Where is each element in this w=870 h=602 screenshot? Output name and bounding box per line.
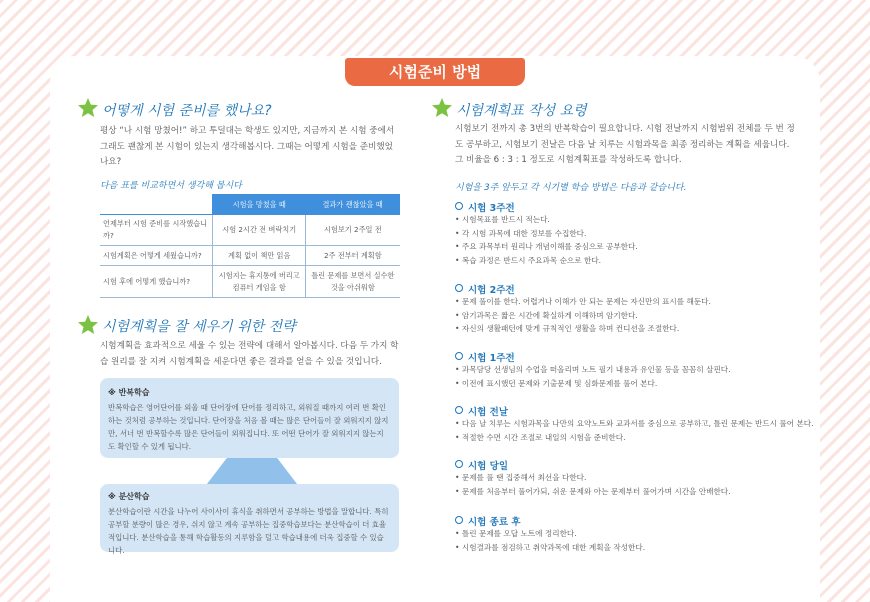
- table-row: [100, 215, 400, 246]
- circle-bullet-icon: [455, 284, 463, 292]
- table-cell: 시험지는 휴지통에 버리고 컴퓨터 게임을 함: [213, 266, 306, 298]
- star-icon: [76, 313, 100, 337]
- period-title-exam-day: 시험 당일: [455, 458, 508, 472]
- list-item: • 시험결과를 점검하고 취약과목에 대한 계획을 작성한다.: [455, 541, 645, 555]
- box-text: 반복학습은 영어단어를 외울 때 단어장에 단어를 정리하고, 외워질 때까지 여러 번 확인하는 것처럼 공부하는 것입니다. 단어장을 처음 볼 때는 많은 단어들이 잘 외워지지 않지만, 서너 번 반복할수록 많은 단어들이 외워집니다. 또 어떤 단어가 잘 외워지지 않는지도 확인할 수 있게 됩니다.: [108, 403, 389, 451]
- circle-bullet-icon: [455, 460, 463, 468]
- table-cell: 계획 없이 책만 읽음: [213, 246, 306, 266]
- circle-bullet-icon: [455, 516, 463, 524]
- page-title: 시험준비 방법: [345, 58, 525, 86]
- list-item: • 암기과목은 짧은 시간에 확실하게 이해하며 암기한다.: [455, 309, 711, 323]
- table-header: 결과가 괜찮았을 때: [306, 195, 400, 215]
- list-item: • 각 시험 과목에 대한 정보를 수집한다.: [455, 227, 638, 241]
- period-list: [455, 363, 731, 390]
- list-item: • 다음 날 치루는 시험과목을 나만의 요약노트와 교과서를 중심으로 공부하고, 틀린 문제는 반드시 풀어 본다.: [455, 417, 814, 431]
- box-title: ※ 분산학습: [108, 492, 150, 501]
- table-cell: 2주 전부터 계획함: [306, 246, 400, 266]
- list-item: • 주요 과목부터 원리나 개념이해를 중심으로 공부한다.: [455, 240, 638, 254]
- period-title-1week: 시험 1주전: [455, 350, 515, 364]
- list-item: • 적절한 수면 시간 조절로 내일의 시험을 준비한다.: [455, 431, 814, 445]
- table-header-row: [100, 195, 400, 215]
- list-item: • 문제를 처음부터 풀어가되, 쉬운 문제와 아는 문제부터 풀어가며 시간을 안배한다.: [455, 485, 731, 499]
- period-list: [455, 295, 711, 336]
- list-item: • 틀린 문제를 오답 노트에 정리한다.: [455, 527, 645, 541]
- repetition-learning-box: [100, 378, 399, 458]
- plan-intro: 시험보기 전까지 총 3번의 반복학습이 필요합니다. 시험 전날까지 시험범위 전체를 두 번 정도 공부하고, 시험보기 전날은 다음 날 치루는 시험과목을 최종 정리하는 계획을 세웁니다. 그 비율을 6 : 3 : 1 정도로 시험계획표를 작성하도록 합니다.: [455, 124, 795, 165]
- table-row: [100, 266, 400, 298]
- circle-bullet-icon: [455, 406, 463, 414]
- list-item: • 복습 과정은 반드시 주요과목 순으로 한다.: [455, 254, 638, 268]
- star-icon: [76, 96, 100, 120]
- compare-label: 다음 표를 비교하면서 생각해 봅시다: [100, 181, 242, 191]
- period-title-after-exam: 시험 종료 후: [455, 514, 521, 528]
- list-item: • 이전에 표시했던 문제와 기출문제 및 심화문제를 풀어 본다.: [455, 377, 731, 391]
- plan-lead: 시험을 3주 앞두고 각 시기별 학습 방법은 다음과 같습니다.: [455, 183, 687, 193]
- period-list: [455, 417, 814, 444]
- list-item: • 문제 풀이를 한다. 어렵거나 이해가 안 되는 문제는 자신만의 표시를 해둔다.: [455, 295, 711, 309]
- section-heading-plan: 시험계획표 작성 요령: [456, 103, 587, 119]
- period-list: [455, 213, 638, 267]
- box-title: ※ 반복학습: [108, 388, 150, 397]
- table-cell: 시험 후에 어떻게 했습니까?: [100, 266, 213, 298]
- table-row: [100, 246, 400, 266]
- table-cell: 시험계획은 어떻게 세웠습니까?: [100, 246, 213, 266]
- table-cell: 시험보기 2주일 전: [306, 215, 400, 246]
- table-cell: 시험 2시간 전 벼락치기: [213, 215, 306, 246]
- period-list: [455, 471, 731, 498]
- list-item: • 문제를 풀 땐 집중해서 최선을 다한다.: [455, 471, 731, 485]
- list-item: • 과목담당 선생님의 수업을 떠올리며 노트 필기 내용과 유인물 등을 꼼꼼히 살핀다.: [455, 363, 731, 377]
- box-text: 분산학습이란 시간을 나누어 사이사이 휴식을 취하면서 공부하는 방법을 말합니다. 특히 공부할 분량이 많은 경우, 쉬지 않고 계속 공부하는 집중학습보다는 분산학습이 더 효율적입니다. 분산학습을 통해 학습활동의 지루함을 덜고 학습내용에 더욱 집중할 수 있습니다.: [108, 507, 389, 555]
- star-icon: [430, 96, 454, 120]
- section-heading-strategy: 시험계획을 잘 세우기 위한 전략: [102, 319, 296, 335]
- circle-bullet-icon: [455, 352, 463, 360]
- list-item: • 자신의 생활패턴에 맞게 규칙적인 생활을 하며 컨디션을 조절한다.: [455, 322, 711, 336]
- table-header: 시험을 망쳤을 때: [213, 195, 306, 215]
- list-item: • 시험목표를 반드시 적는다.: [455, 213, 638, 227]
- table-cell: 언제부터 시험 준비를 시작했습니까?: [100, 215, 213, 246]
- preparation-intro: 평상 “나 시험 망쳤어!” 하고 투덜대는 학생도 있지만, 지금까지 본 시험 중에서 그래도 괜찮게 본 시험이 있는지 생각해봅시다. 그때는 어떻게 시험을 준비했었나요?: [100, 126, 395, 167]
- period-title-day-before: 시험 전날: [455, 404, 508, 418]
- period-title-3weeks: 시험 3주전: [455, 200, 515, 214]
- section-heading-preparation: 어떻게 시험 준비를 했나요?: [102, 103, 272, 119]
- strategy-intro: 시험계획을 효과적으로 세울 수 있는 전략에 대해서 알아봅시다. 다음 두 가지 학습 원리를 잘 지켜 시험계획을 세운다면 좋은 결과를 얻을 수 있을 것입니다.: [100, 341, 399, 367]
- period-list: [455, 527, 645, 554]
- period-title-2weeks: 시험 2주전: [455, 282, 515, 296]
- circle-bullet-icon: [455, 202, 463, 210]
- table-cell: 틀린 문제를 보면서 실수한 것을 아쉬워함: [306, 266, 400, 298]
- distributed-learning-box: [100, 484, 399, 555]
- comparison-table: [100, 194, 400, 298]
